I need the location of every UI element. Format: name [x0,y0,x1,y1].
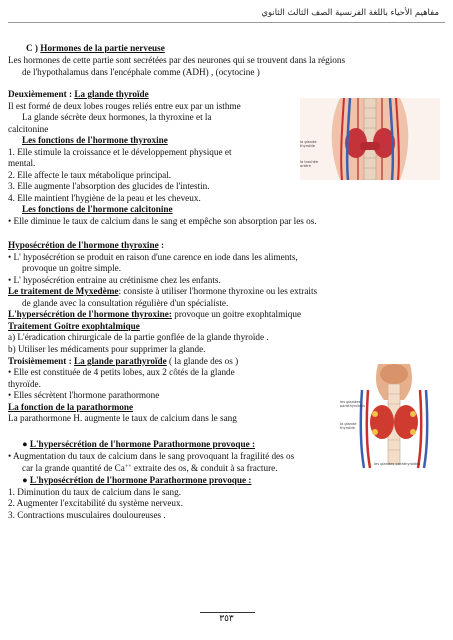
bullet-heading [22,475,251,486]
heading-colon: : [158,240,165,250]
text-line: • Elles sécrètent l'hormone parathormone [8,390,160,400]
text-line: 3. Contractions musculaires douloureuses . [8,510,166,520]
parathyroid-illustration [340,360,448,470]
figure-label: la trachée [300,160,319,164]
text-line: de glande avec la consultation régulière d'un spécialiste. [22,298,229,308]
superscript: ++ [124,464,132,470]
text-line: La glande sécrète deux hormones, la thyroxine et la [22,112,212,122]
text-fragment: extraite des os, & conduit à sa fracture. [131,463,278,473]
page-number: ٣٥٣ [219,614,234,624]
bullet-icon: ● [22,475,28,485]
text-line: mental. [8,158,36,168]
figure-label: parathyroïdes [340,404,365,408]
text-line: • Elle est constituée de 4 petits lobes, aux 2 côtés de la glande [8,367,235,377]
text-line: • Augmentation du taux de calcium dans le sang provoquant la fragilité des os [8,451,295,461]
text-line [8,309,301,320]
heading-title: La glande thyroïde [74,89,149,99]
figure-label: la glande [340,422,357,426]
thyroid-illustration [300,98,440,180]
figure-label: les glandes parathyroïdes [374,462,421,466]
text-line: • L' hyposécrétion entraine au crétinisme chez les enfants. [8,275,221,285]
heading-note: ( la glande des os ) [166,356,239,366]
heading-label: Troisièmement : [8,356,72,366]
text-line: 4. Elle maintient l'hygiène de la peau et les cheveux. [8,193,201,203]
subheading: Les fonctions de l'hormone calcitonine [22,204,173,214]
heading-title: L'hyposécrétion de l'hormone Parathormone provoque : [29,475,252,485]
text-line: calcitonine [8,124,49,134]
bullet-heading [22,439,255,450]
text-line: b) Utiliser les médicaments pour supprimer la glande. [8,344,206,354]
section-c-heading [26,43,165,54]
thyroid-anatomy-drawing [300,98,440,180]
text-line: • L' hyposécrétion se produit en raison d'une carence en iode dans les aliments, [8,252,298,262]
footer-rule [200,612,255,613]
subheading [8,240,164,251]
text-line [8,286,317,297]
text-line: provoque un goitre simple. [22,263,122,273]
text-line [22,463,278,474]
figure-label: artère [300,164,311,168]
figure-label: thyroïde [300,144,315,148]
heading-title: L'hypersécrétion de l'hormone Parathormone provoque : [29,439,256,449]
heading-label: Deuxièmement : [8,89,73,99]
section-c-title: Hormones de la partie nerveuse [40,43,165,53]
term: L'hypersécrétion de l'hormone thyroxine: [8,309,172,319]
thyroid-heading [8,89,149,100]
text-line: 1. Diminution du taux de calcium dans le sang. [8,487,181,497]
text-line: de l'hypothalamus dans l'encéphale comme (ADH) , (ocytocine ) [22,67,260,77]
figure-label: les glandes [340,400,361,404]
figure-label: thyroïde [340,426,355,430]
parathyroid-anatomy-drawing [340,360,448,470]
term: Le traitement de Myxedème [8,286,119,296]
page-header: مفاهيم الأحياء باللغة الفرنسية الصف الثالث الثانوي [261,8,439,18]
subheading: La fonction de la parathormone [8,402,134,412]
text-fragment: car la grande quantité de Ca [22,463,125,473]
text-line: thyroïde. [8,379,41,389]
text-line: Il est formé de deux lobes rouges reliés entre eux par un isthme [8,101,241,111]
heading-title: Hyposécrétion de l'hormone thyroxine [8,240,159,250]
text-line: a) L'éradication chirurgicale de la partie gonflée de la glande thyroïde . [8,332,269,342]
text-fragment: provoque un goitre exophtalmique [171,309,302,319]
bullet-icon: ● [22,439,28,449]
section-c-label: C ) [26,43,38,53]
text-line: 2. Augmenter l'excitabilité du système nerveux. [8,498,183,508]
subheading: Traitement Goitre exophtalmique [8,321,140,331]
text-line: 1. Elle stimule la croissance et le développement physique et [8,147,232,157]
subheading: Les fonctions de l'hormone thyroxine [22,135,168,145]
heading-title: La glande parathyroïde [74,356,167,366]
parathyroid-heading [8,356,238,367]
text-line: Les hormones de cette partie sont secrétées par des neurones qui se trouvent dans la régions [8,55,346,65]
figure-label: la glande [300,140,317,144]
header-rule [8,22,445,23]
text-line: La parathormone H. augmente le taux de calcium dans le sang [8,413,237,423]
text-line: • Elle diminue le taux de calcium dans le sang et empêche son absorption par les os. [8,216,317,226]
text-line: 2. Elle affecte le taux métabolique principal. [8,170,172,180]
text-line: 3. Elle augmente l'absorption des glucides de l'intestin. [8,181,210,191]
text-fragment: : consiste à utiliser l'hormone thyroxine ou les extraits [118,286,318,296]
